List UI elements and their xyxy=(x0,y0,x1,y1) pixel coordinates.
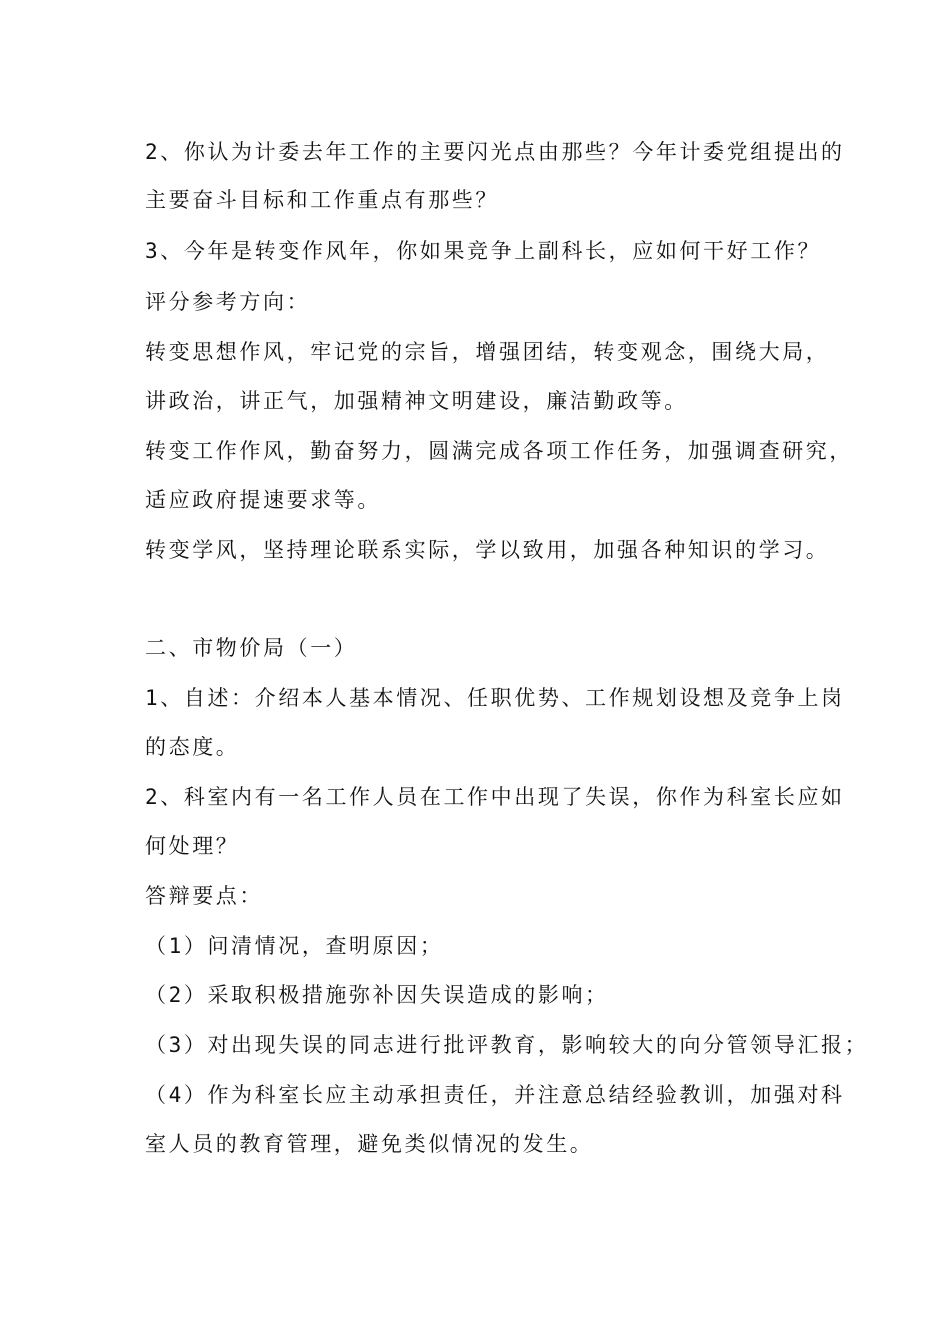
text-line: 转变学风，坚持理论联系实际，学以致用，加强各种知识的学习。 xyxy=(145,538,830,562)
text-line: 1、自述：介绍本人基本情况、任职优势、工作规划设想及竞争上岗 xyxy=(145,686,845,710)
text-line: 的态度。 xyxy=(145,735,240,759)
text-line: 2、科室内有一名工作人员在工作中出现了失误，你作为科室长应如 xyxy=(145,785,845,809)
list-item: （4）作为科室长应主动承担责任，并注意总结经验教训，加强对科 xyxy=(145,1083,845,1107)
list-item: （1）问清情况，查明原因； xyxy=(145,934,444,958)
text-line: 评分参考方向： xyxy=(145,290,311,314)
text-line: 室人员的教育管理，避免类似情况的发生。 xyxy=(145,1132,594,1156)
text-line: 转变工作作风，勤奋努力，圆满完成各项工作任务，加强调查研究， xyxy=(145,439,853,463)
text-line: 3、今年是转变作风年，你如果竞争上副科长，应如何干好工作？ xyxy=(145,239,822,263)
section-heading: 二、市物价局（一） xyxy=(145,636,358,660)
text-line: 讲政治，讲正气，加强精神文明建设，廉洁勤政等。 xyxy=(145,389,688,413)
list-item: （3）对出现失误的同志进行批评教育，影响较大的向分管领导汇报； xyxy=(145,1033,869,1057)
text-line: 2、你认为计委去年工作的主要闪光点由那些？今年计委党组提出的 xyxy=(145,140,845,164)
text-line: 转变思想作风，牢记党的宗旨，增强团结，转变观念，围绕大局， xyxy=(145,340,830,364)
text-line: 适应政府提速要求等。 xyxy=(145,488,381,512)
text-line: 答辩要点： xyxy=(145,884,263,908)
text-line: 主要奋斗目标和工作重点有那些？ xyxy=(145,188,499,212)
list-item: （2）采取积极措施弥补因失误造成的影响； xyxy=(145,983,609,1007)
text-line: 何处理？ xyxy=(145,834,240,858)
